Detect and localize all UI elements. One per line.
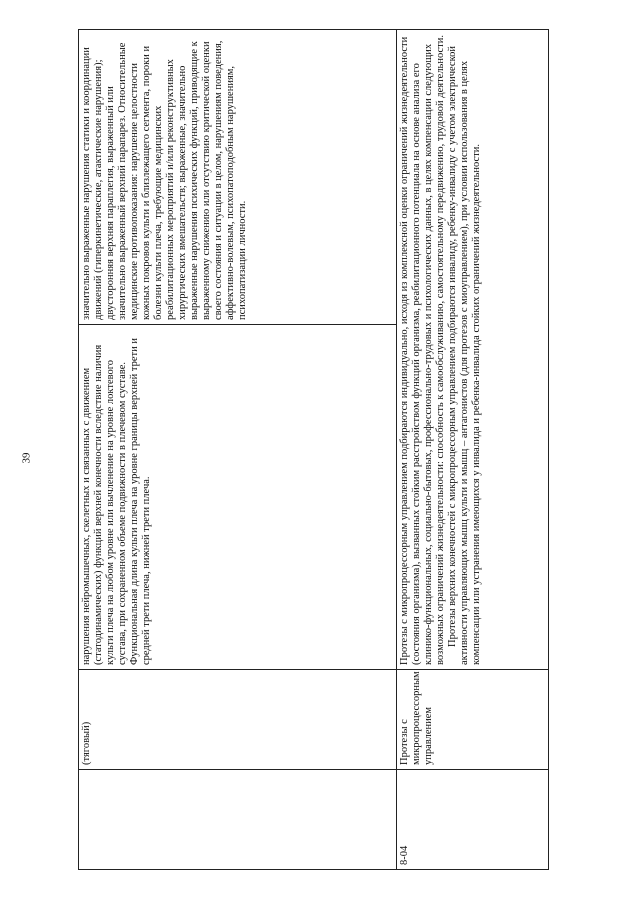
row1-contraindications-cell: значительно выраженные нарушения статики и координации движений (гиперкинетические, атактические нарушения); двусторонняя верхняя параплегия, выраженный или значительно выраженный верхний парапарез. Относительные медицинские противопоказания: нарушение целостности кожных покровов культи и близлежащего сегмента, пороки и болезни культи плеча, требующие медицинских реабилитационных мероприятий и/или реконструктивных хирургических вмешательств; выраженные, значительно выраженные нарушения психических функций, приводящие к выраженному снижению или отсутствию критической оценки своего состояния и ситуации в целом, нарушениям поведения, аффективно-волевым, психопатоподобным нарушениям, психопатизации личности. (79, 30, 397, 325)
row2-name-cell: Протезы с микропроцессорным управлением (397, 670, 549, 770)
row1-indications-cell: нарушения нейромышечных, скелетных и связанных с движением (статодинамических) функций верхней конечности вследствие наличия культи плеча на любом уровне или вычленение на уровне локтевого сустава, при сохраненном объеме подвижности в плечевом суставе. Функциональная длина культи плеча на уровне границы верхней трети и средней трети плеча, нижней трети плеча. (79, 325, 397, 670)
description-paragraph-2: Протезы верхних конечностей с микропроцессорным управлением подбираются инвалиду, ребенку-инвалиду с учетом электрической активности управляющих мышц культи и мышц – антагонистов (для протезов с миоуправлением), при условии использования в целях компенсации или устранения имеющихся у инвалида и ребенка-инвалида стойких ограничений жизнедеятельности. (447, 45, 482, 665)
row1-code-cell (79, 770, 397, 870)
description-paragraph-1: Протезы с микропроцессорным управлением подбираются индивидуально, исходя из комплексной оценки ограничений жизнедеятельности (состояния организма), вызванных стойким расстройством функций организма, реабилитационного потенциала на основе анализа его клинико-функциональных, социально-бытовых, профессионально-трудовых и психологических данных, в целях компенсации следующих возможных ограничений жизнедеятельности: способность к самообслуживанию, самостоятельному передвижению, трудовой деятельности. (399, 35, 446, 665)
product-table (78, 29, 549, 870)
row2-code-cell: 8-04 (397, 770, 549, 870)
row1-name-cell: (тяговый) (79, 670, 397, 770)
rotated-table-sheet (78, 30, 548, 870)
table-row (397, 30, 549, 870)
page-number: 39 (20, 452, 33, 464)
table-row (79, 30, 397, 870)
row2-description-cell (397, 30, 549, 670)
